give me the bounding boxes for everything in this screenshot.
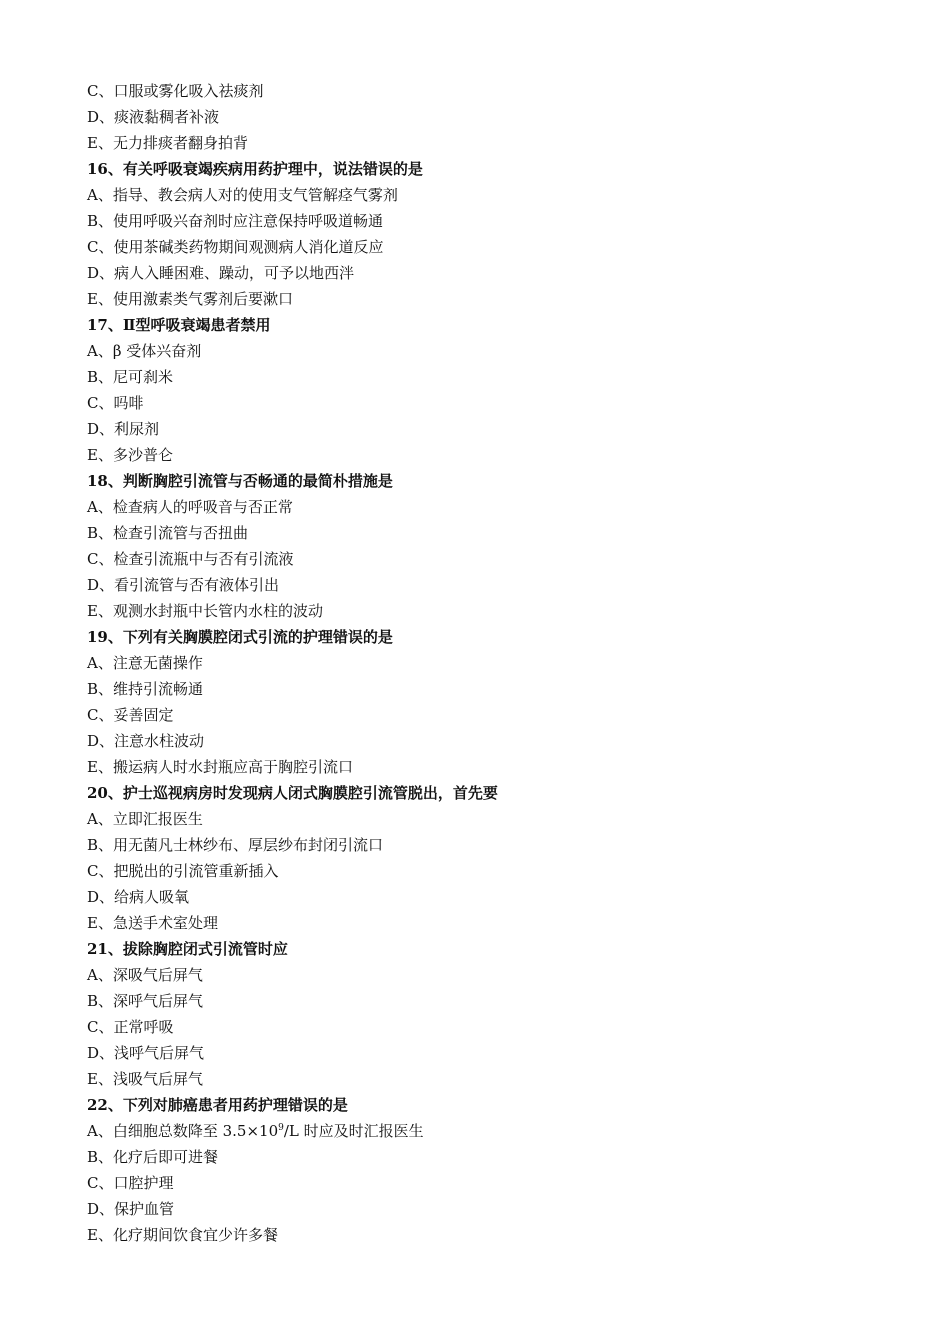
option-text: A、白细胞总数降至 3.5×10 bbox=[87, 1122, 279, 1140]
answer-option bbox=[87, 182, 887, 208]
answer-option bbox=[87, 1222, 887, 1248]
question-stem bbox=[87, 1092, 887, 1118]
option-text: C、口腔护理 bbox=[87, 1174, 174, 1192]
option-text: D、病人入睡困难、躁动，可予以地西泮 bbox=[87, 264, 355, 282]
answer-option bbox=[87, 910, 887, 936]
answer-option bbox=[87, 1118, 887, 1144]
option-text: C、检查引流瓶中与否有引流液 bbox=[87, 550, 294, 568]
answer-option bbox=[87, 806, 887, 832]
answer-option bbox=[87, 338, 887, 364]
option-text: B、使用呼吸兴奋剂时应注意保持呼吸道畅通 bbox=[87, 212, 384, 230]
option-text-continued: /L 时应及时汇报医生 bbox=[283, 1122, 424, 1140]
option-text: C、口服或雾化吸入祛痰剂 bbox=[87, 82, 264, 100]
answer-option bbox=[87, 520, 887, 546]
option-text: C、使用茶碱类药物期间观测病人消化道反应 bbox=[87, 238, 384, 256]
question-text: 18、判断胸腔引流管与否畅通的最简朴措施是 bbox=[87, 472, 393, 490]
answer-option bbox=[87, 1170, 887, 1196]
option-text: A、立即汇报医生 bbox=[87, 810, 203, 828]
question-text: 21、拔除胸腔闭式引流管时应 bbox=[87, 940, 288, 958]
option-text: B、用无菌凡士林纱布、厚层纱布封闭引流口 bbox=[87, 836, 384, 854]
answer-option bbox=[87, 104, 887, 130]
answer-option bbox=[87, 858, 887, 884]
option-text: B、维持引流畅通 bbox=[87, 680, 204, 698]
superscript-exponent: 9 bbox=[278, 1123, 284, 1133]
answer-option bbox=[87, 676, 887, 702]
option-text: D、浅呼气后屏气 bbox=[87, 1044, 205, 1062]
question-stem bbox=[87, 780, 887, 806]
question-stem bbox=[87, 936, 887, 962]
answer-option bbox=[87, 1196, 887, 1222]
question-text: 19、下列有关胸膜腔闭式引流的护理错误的是 bbox=[87, 628, 393, 646]
answer-option bbox=[87, 130, 887, 156]
answer-option bbox=[87, 364, 887, 390]
option-text: B、化疗后即可进餐 bbox=[87, 1148, 219, 1166]
answer-option bbox=[87, 416, 887, 442]
answer-option bbox=[87, 390, 887, 416]
option-text: E、浅吸气后屏气 bbox=[87, 1070, 203, 1088]
option-text: C、把脱出的引流管重新插入 bbox=[87, 862, 279, 880]
answer-option bbox=[87, 598, 887, 624]
question-stem bbox=[87, 624, 887, 650]
answer-option bbox=[87, 286, 887, 312]
answer-option bbox=[87, 702, 887, 728]
option-text: A、注意无菌操作 bbox=[87, 654, 203, 672]
option-text: E、多沙普仑 bbox=[87, 446, 173, 464]
option-text: C、吗啡 bbox=[87, 394, 144, 412]
answer-option bbox=[87, 78, 887, 104]
question-text: 17、Ⅱ型呼吸衰竭患者禁用 bbox=[87, 316, 271, 334]
answer-option bbox=[87, 442, 887, 468]
question-text: 16、有关呼吸衰竭疾病用药护理中，说法错误的是 bbox=[87, 160, 423, 178]
question-text: 20、护士巡视病房时发现病人闭式胸膜腔引流管脱出，首先要 bbox=[87, 784, 498, 802]
option-text: C、妥善固定 bbox=[87, 706, 174, 724]
answer-option bbox=[87, 1144, 887, 1170]
option-text: E、急送手术室处理 bbox=[87, 914, 218, 932]
answer-option bbox=[87, 962, 887, 988]
answer-option bbox=[87, 884, 887, 910]
option-text: D、注意水柱波动 bbox=[87, 732, 205, 750]
answer-option bbox=[87, 1040, 887, 1066]
option-text: D、利尿剂 bbox=[87, 420, 160, 438]
option-text: C、正常呼吸 bbox=[87, 1018, 174, 1036]
answer-option bbox=[87, 754, 887, 780]
answer-option bbox=[87, 234, 887, 260]
option-text: E、观测水封瓶中长管内水柱的波动 bbox=[87, 602, 323, 620]
answer-option bbox=[87, 1014, 887, 1040]
question-stem bbox=[87, 468, 887, 494]
option-text: B、检查引流管与否扭曲 bbox=[87, 524, 249, 542]
option-text: E、无力排痰者翻身拍背 bbox=[87, 134, 248, 152]
document-body bbox=[87, 78, 887, 1248]
option-text: E、化疗期间饮食宜少许多餐 bbox=[87, 1226, 278, 1244]
answer-option bbox=[87, 572, 887, 598]
answer-option bbox=[87, 494, 887, 520]
option-text: E、搬运病人时水封瓶应高于胸腔引流口 bbox=[87, 758, 353, 776]
question-stem bbox=[87, 312, 887, 338]
option-text: D、给病人吸氧 bbox=[87, 888, 190, 906]
answer-option bbox=[87, 832, 887, 858]
option-text: A、深吸气后屏气 bbox=[87, 966, 203, 984]
option-text: D、保护血管 bbox=[87, 1200, 175, 1218]
answer-option bbox=[87, 728, 887, 754]
option-text: E、使用激素类气雾剂后要漱口 bbox=[87, 290, 293, 308]
option-text: A、检查病人的呼吸音与否正常 bbox=[87, 498, 293, 516]
option-text: A、β 受体兴奋剂 bbox=[87, 342, 202, 360]
answer-option bbox=[87, 208, 887, 234]
option-text: B、深呼气后屏气 bbox=[87, 992, 204, 1010]
question-text: 22、下列对肺癌患者用药护理错误的是 bbox=[87, 1096, 348, 1114]
option-text: B、尼可刹米 bbox=[87, 368, 174, 386]
answer-option bbox=[87, 1066, 887, 1092]
answer-option bbox=[87, 650, 887, 676]
answer-option bbox=[87, 988, 887, 1014]
answer-option bbox=[87, 260, 887, 286]
option-text: D、看引流管与否有液体引出 bbox=[87, 576, 280, 594]
option-text: D、痰液黏稠者补液 bbox=[87, 108, 220, 126]
answer-option bbox=[87, 546, 887, 572]
question-stem bbox=[87, 156, 887, 182]
option-text: A、指导、教会病人对的使用支气管解痉气雾剂 bbox=[87, 186, 398, 204]
